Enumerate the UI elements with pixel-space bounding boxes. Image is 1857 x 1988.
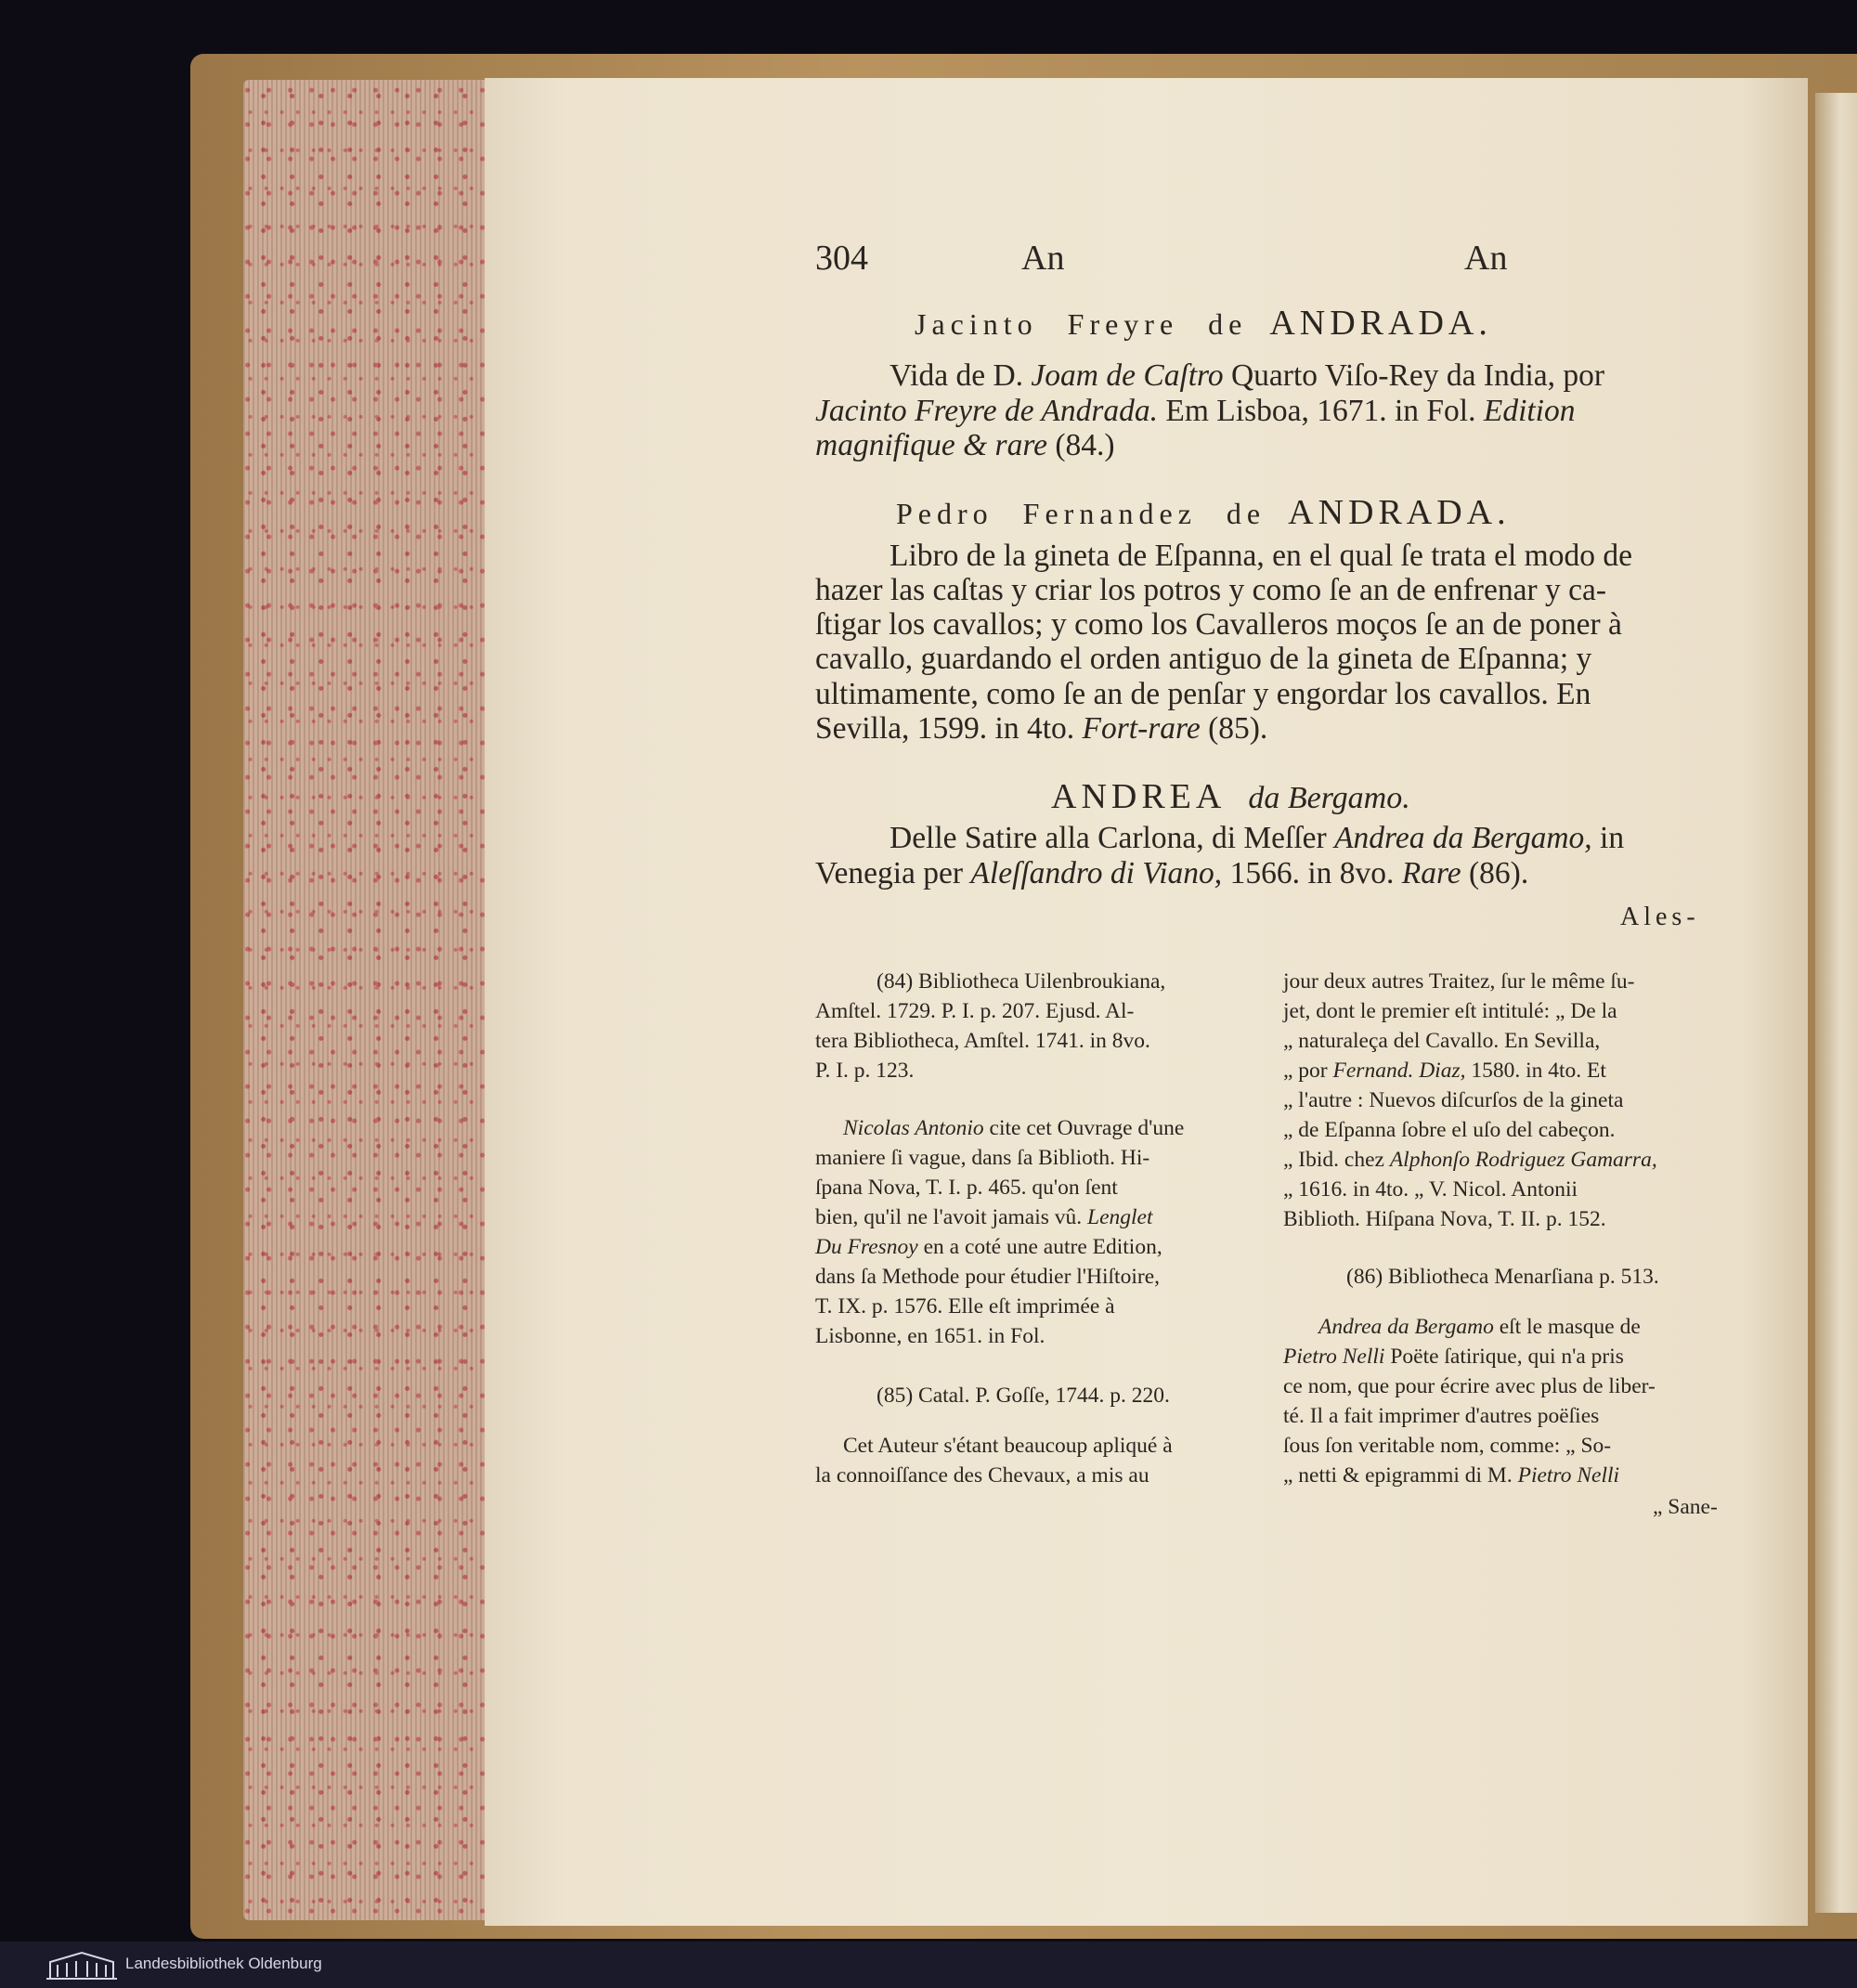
footnote-line: Nicolas Antonio cite cet Ouvrage d'une — [843, 1116, 1185, 1140]
footnote-line: Biblioth. Hiſpana Nova, T. II. p. 152. — [1283, 1207, 1606, 1231]
viewer-footer — [0, 1942, 1857, 1988]
footnote-line: „ 1616. in 4to. „ V. Nicol. Antonii — [1283, 1177, 1578, 1202]
entry-line: hazer las caſtas y criar los potros y como ſe an de enfrenar y ca- — [815, 573, 1606, 607]
entry-line: Delle Satire alla Carlona, di Meſſer Andrea da Bergamo, in — [890, 821, 1625, 855]
footnote-line: jet, dont le premier eſt intitulé: „ De la — [1283, 999, 1617, 1023]
footnote-line: té. Il a fait imprimer d'autres poëſies — [1283, 1404, 1600, 1428]
facing-page-edge — [1815, 93, 1857, 1913]
footnote-line: maniere ſi vague, dans ſa Biblioth. Hi- — [815, 1146, 1150, 1170]
entry-line: Venegia per Aleſſandro di Viano, 1566. in 8vo. Rare (86). — [815, 856, 1529, 890]
running-head-right: An — [1464, 239, 1508, 278]
footnote-line: bien, qu'il ne l'avoit jamais vû. Lenglet — [815, 1205, 1153, 1229]
entry-line: Vida de D. Joam de Caſtro Quarto Viſo-Rey da India, por — [890, 358, 1605, 393]
running-head-left: An — [1021, 239, 1065, 278]
entry-line: ultimamente, como ſe an de penſar y engordar los cavallos. En — [815, 677, 1591, 711]
entry-heading: Pedro Fernandez de ANDRADA. — [896, 493, 1511, 532]
footnote-line: Cet Auteur s'étant beaucoup apliqué à — [843, 1434, 1173, 1458]
footnote-line: „ Sane- — [1653, 1495, 1718, 1519]
footnote-line: jour deux autres Traitez, ſur le même ſu- — [1283, 969, 1635, 994]
footnote-line: ce nom, que pour écrire avec plus de liber- — [1283, 1374, 1656, 1398]
entry-heading: ANDREA da Bergamo. — [1051, 777, 1410, 816]
footnote-line: „ Ibid. chez Alphonſo Rodriguez Gamarra, — [1283, 1148, 1657, 1172]
library-building-icon — [43, 1949, 121, 1981]
entry-line: cavallo, guardando el orden antiguo de la gineta de Eſpanna; y — [815, 642, 1592, 676]
footnote-line: ſous ſon veritable nom, comme: „ So- — [1283, 1434, 1612, 1458]
footnote-line: Du Fresnoy en a coté une autre Edition, — [815, 1235, 1162, 1259]
entry-heading: Jacinto Freyre de ANDRADA. — [915, 304, 1492, 343]
footnote-line: Andrea da Bergamo eſt le masque de — [1318, 1315, 1641, 1339]
footnote-line: „ por Fernand. Diaz, 1580. in 4to. Et — [1283, 1059, 1606, 1083]
entry-line: magnifique & rare (84.) — [815, 428, 1115, 462]
library-name: Landesbibliothek Oldenburg — [125, 1955, 322, 1972]
footnote-line: (85) Catal. P. Goſſe, 1744. p. 220. — [877, 1384, 1170, 1408]
footnote-line: „ l'autre : Nuevos diſcurſos de la gineta — [1283, 1088, 1624, 1112]
footnote-line: Pietro Nelli Poëte ſatirique, qui n'a pris — [1283, 1345, 1624, 1369]
footnote-line: ſpana Nova, T. I. p. 465. qu'on ſent — [815, 1176, 1118, 1200]
footnote-line: T. IX. p. 1576. Elle eſt imprimée à — [815, 1294, 1115, 1319]
footnote-line: Lisbonne, en 1651. in Fol. — [815, 1324, 1045, 1348]
entry-line: Sevilla, 1599. in 4to. Fort-rare (85). — [815, 711, 1268, 746]
footnote-line: la connoiſſance des Chevaux, a mis au — [815, 1463, 1149, 1488]
footnote-line: „ naturaleça del Cavallo. En Sevilla, — [1283, 1029, 1601, 1053]
footnote-line: tera Bibliotheca, Amſtel. 1741. in 8vo. — [815, 1029, 1150, 1053]
footnote-line: Amſtel. 1729. P. I. p. 207. Ejusd. Al- — [815, 999, 1135, 1023]
page-number: 304 — [815, 239, 868, 278]
catchword: Ales- — [1620, 903, 1700, 931]
footnote-line: P. I. p. 123. — [815, 1059, 915, 1083]
footnote-line: „ de Eſpanna ſobre el uſo del cabeçon. — [1283, 1118, 1616, 1142]
footnote-line: „ netti & epigrammi di M. Pietro Nelli — [1283, 1463, 1620, 1488]
footnote-line: dans ſa Methode pour étudier l'Hiſtoire, — [815, 1265, 1160, 1289]
footnote-line: (84) Bibliotheca Uilenbroukiana, — [877, 969, 1166, 994]
entry-line: Libro de la gineta de Eſpanna, en el qual ſe trata el modo de — [890, 539, 1632, 573]
footnote-line: (86) Bibliotheca Menarſiana p. 513. — [1346, 1265, 1659, 1289]
page-edges — [243, 80, 487, 1920]
entry-line: Jacinto Freyre de Andrada. Em Lisboa, 1671. in Fol. Edition — [815, 394, 1576, 428]
entry-line: ſtigar los cavallos; y como los Cavalleros moços ſe an de poner à — [815, 607, 1622, 642]
